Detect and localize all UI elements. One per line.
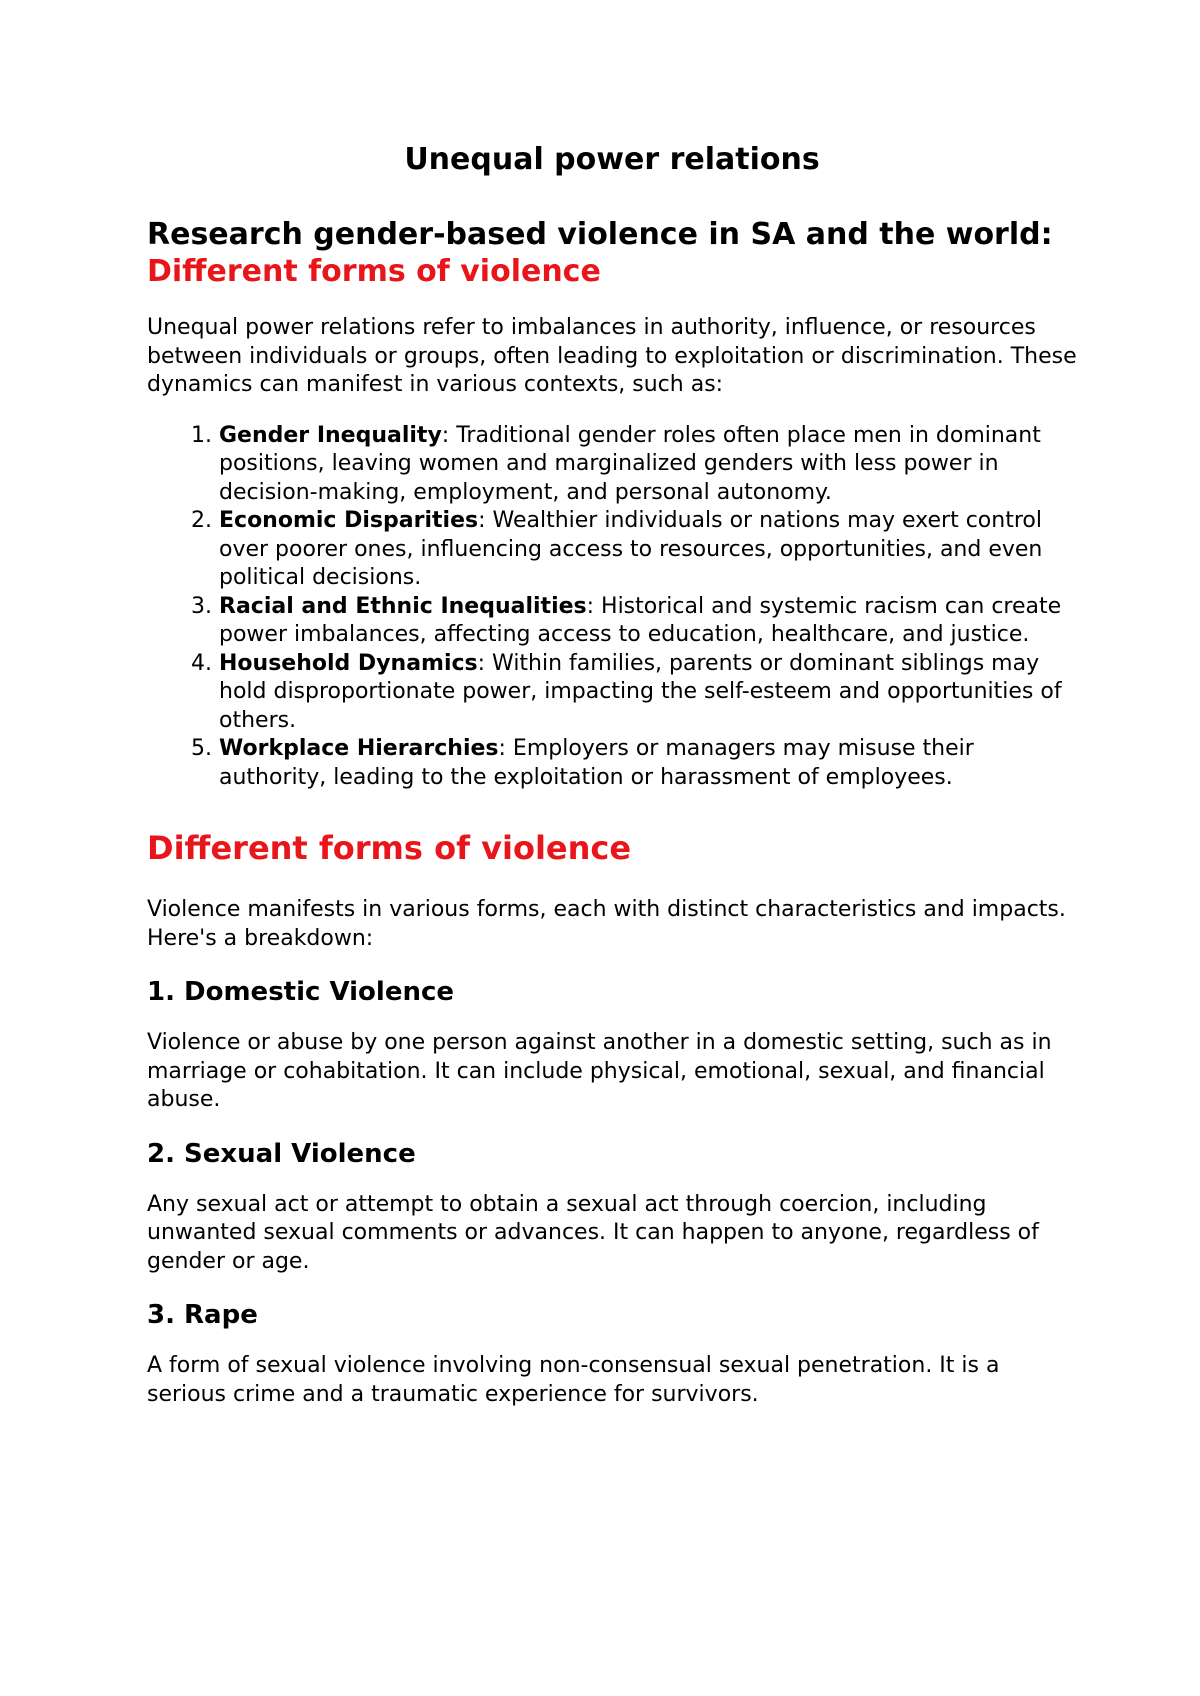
list-item-term: Workplace Hierarchies bbox=[219, 736, 499, 761]
section-intro: Violence manifests in various forms, each with distinct characteristics and impacts. Here's a breakdown: bbox=[147, 897, 1066, 951]
list-item-text: : Within families, parents or dominant siblings may hold disproportionate power, impacting the self-esteem and opportunities of others. bbox=[219, 650, 1062, 733]
list-item-term: Gender Inequality bbox=[219, 422, 442, 448]
subsection-text: A form of sexual violence involving non-consensual sexual penetration. It is a serious crime and a traumatic experience for survivors. bbox=[147, 1353, 1000, 1407]
page-title: Unequal power relations bbox=[404, 142, 820, 177]
subsection-text: Violence or abuse by one person against another in a domestic setting, such as in marriage or cohabitation. It can include physical, emotional, sexual, and financial abuse. bbox=[147, 1030, 1052, 1112]
research-heading bbox=[147, 216, 1077, 290]
list-item bbox=[219, 422, 1077, 508]
subsection-text: Any sexual act or attempt to obtain a sexual act through coercion, including unwanted sexual comments or advances. It can happen to anyone, regardless of gender or age. bbox=[147, 1191, 1039, 1274]
list-item-text: : Historical and systemic racism can create power imbalances, affecting access to education, healthcare, and justice. bbox=[219, 593, 1062, 647]
list-item-term: Household Dynamics bbox=[219, 650, 478, 676]
subsection-heading: 2. Sexual Violence bbox=[147, 1138, 416, 1169]
list-item-text: : Wealthier individuals or nations may exert control over poorer ones, influencing access to resources, opportunities, and even political decisions. bbox=[219, 508, 1043, 590]
subsection-heading: 3. Rape bbox=[147, 1300, 258, 1330]
subsection-heading: 1. Domestic Violence bbox=[147, 977, 455, 1007]
section-heading: Different forms of violence bbox=[147, 829, 632, 867]
research-heading-prefix: Research gender-based violence in SA and the world: bbox=[147, 217, 1053, 252]
list-item bbox=[219, 735, 1077, 792]
list-item-term: Economic Disparities bbox=[219, 508, 479, 533]
power-relations-list bbox=[147, 422, 1077, 793]
list-item bbox=[219, 593, 1077, 650]
list-item-term: Racial and Ethnic Inequalities bbox=[219, 593, 587, 619]
list-item bbox=[219, 650, 1077, 736]
document-body bbox=[147, 140, 1077, 1431]
list-item-text: : Employers or managers may misuse their authority, leading to the exploitation or harassment of employees. bbox=[219, 736, 974, 790]
intro-paragraph: Unequal power relations refer to imbalances in authority, influence, or resources between individuals or groups, often leading to exploitation or discrimination. These dynamics can manifest in various contexts, such as: bbox=[147, 315, 1077, 397]
research-heading-highlight: Different forms of violence bbox=[147, 254, 601, 289]
list-item bbox=[219, 507, 1077, 593]
list-item-text: : Traditional gender roles often place men in dominant positions, leaving women and marginalized genders with less power in decision-making, employment, and personal autonomy. bbox=[219, 422, 1041, 505]
